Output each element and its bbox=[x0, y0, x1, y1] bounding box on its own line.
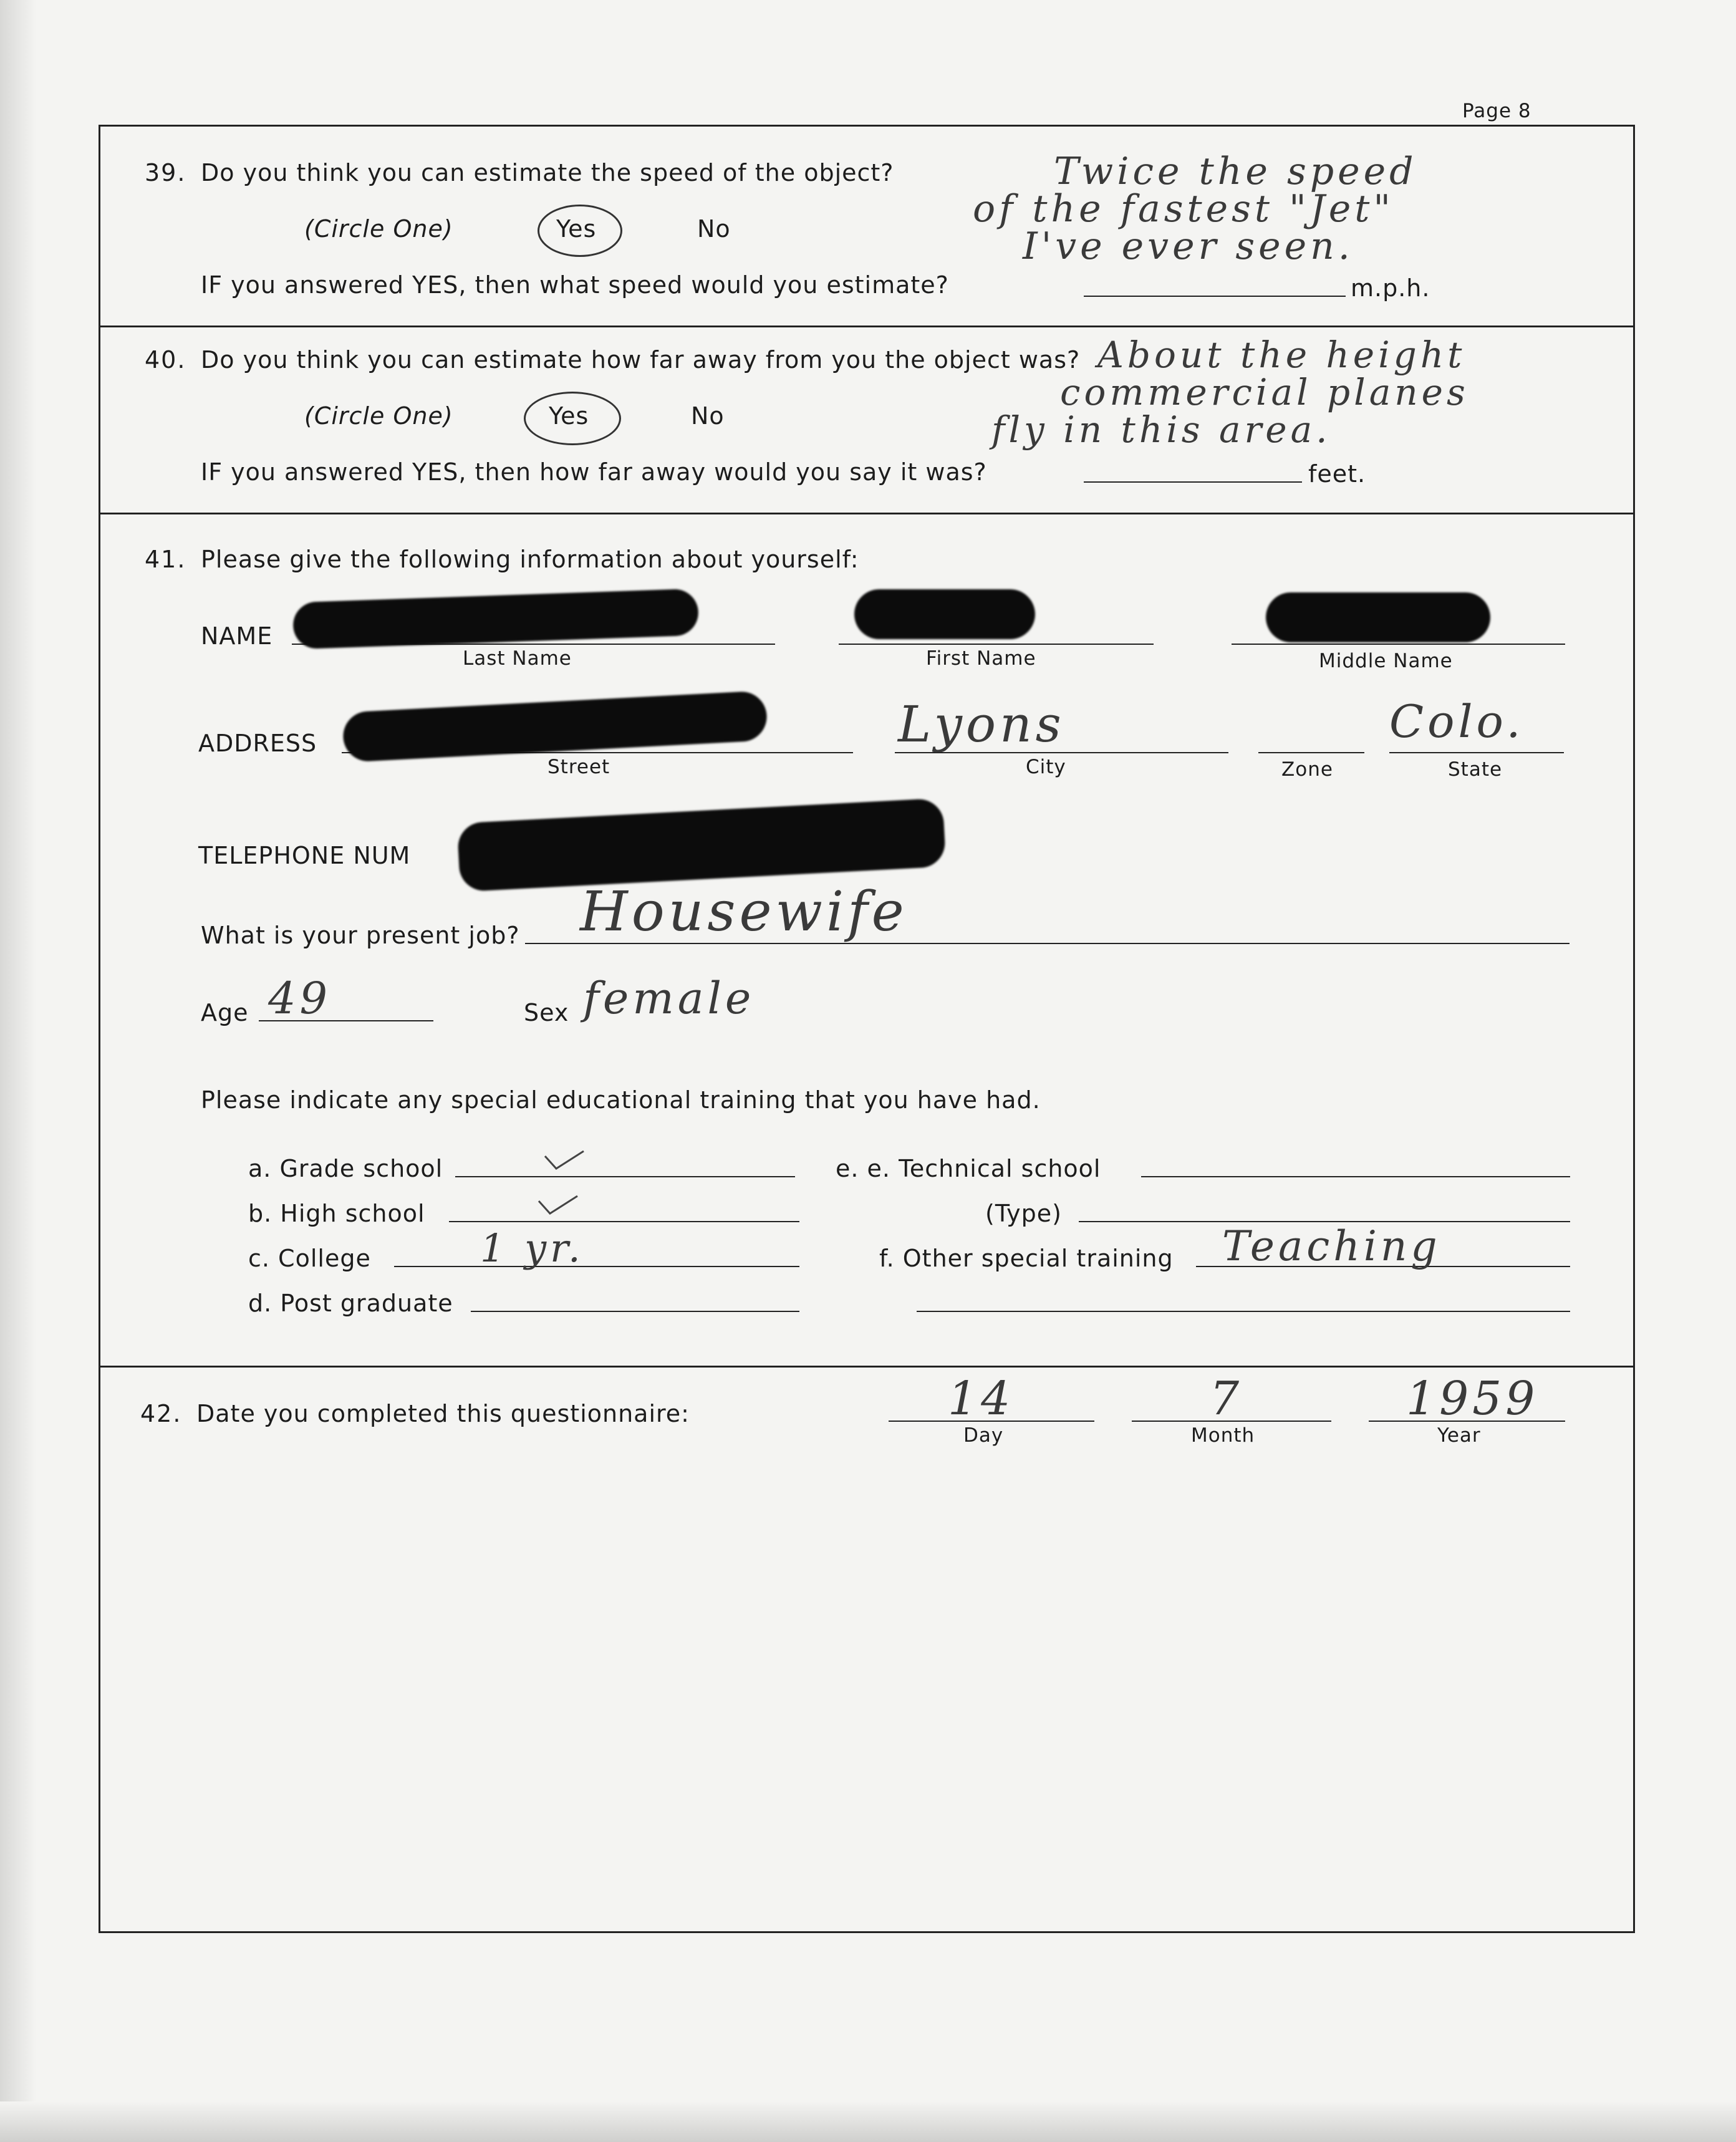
redaction-middle-name bbox=[1266, 592, 1490, 642]
edu-type: (Type) bbox=[985, 1200, 1062, 1227]
other-training-line-2[interactable] bbox=[917, 1311, 1570, 1312]
sex-value: female bbox=[583, 973, 755, 1024]
q39-no-option[interactable]: No bbox=[697, 215, 731, 243]
q40-distance-line[interactable] bbox=[1084, 481, 1302, 483]
q39-unit: m.p.h. bbox=[1351, 274, 1430, 302]
divider-39-40 bbox=[99, 326, 1635, 327]
q40-number: 40. bbox=[145, 346, 186, 374]
divider-40-41 bbox=[99, 513, 1635, 514]
q40-unit: feet. bbox=[1308, 460, 1366, 488]
sex-label: Sex bbox=[524, 999, 569, 1026]
last-name-caption: Last Name bbox=[463, 647, 572, 670]
q39-yes-option[interactable]: Yes bbox=[556, 215, 597, 243]
year-caption: Year bbox=[1437, 1424, 1481, 1447]
telephone-label: TELEPHONE NUM bbox=[198, 842, 411, 869]
q40-circle-one: (Circle One) bbox=[304, 402, 453, 430]
middle-name-caption: Middle Name bbox=[1319, 650, 1453, 672]
high-school-check-icon bbox=[536, 1192, 580, 1217]
q40-answer-line1: About the height bbox=[1097, 334, 1466, 376]
page-label: Page 8 bbox=[1462, 100, 1531, 122]
address-label: ADDRESS bbox=[198, 730, 317, 757]
q40-question: Do you think you can estimate how far away from you the object was? bbox=[201, 346, 1081, 374]
zone-line[interactable] bbox=[1258, 752, 1364, 753]
edu-grade-school: a. Grade school bbox=[248, 1155, 443, 1182]
other-training-value: Teaching bbox=[1222, 1222, 1441, 1270]
q40-yes-option[interactable]: Yes bbox=[549, 402, 589, 430]
city-value: Lyons bbox=[898, 695, 1065, 753]
q42-number: 42. bbox=[140, 1400, 182, 1427]
city-caption: City bbox=[1026, 756, 1066, 778]
college-line[interactable] bbox=[394, 1266, 799, 1267]
q40-no-option[interactable]: No bbox=[691, 402, 725, 430]
q40-answer-line2: commercial planes bbox=[1060, 371, 1469, 413]
q39-answer-line3: I've ever seen. bbox=[1023, 224, 1354, 268]
college-value: 1 yr. bbox=[480, 1225, 584, 1271]
job-value: Housewife bbox=[580, 879, 908, 943]
q39-circle-one: (Circle One) bbox=[304, 215, 453, 243]
q42-question: Date you completed this questionnaire: bbox=[196, 1400, 690, 1427]
job-label: What is your present job? bbox=[201, 922, 520, 949]
high-school-line[interactable] bbox=[449, 1221, 799, 1222]
grade-school-check-icon bbox=[542, 1147, 586, 1172]
day-value: 14 bbox=[948, 1372, 1015, 1426]
age-label: Age bbox=[201, 999, 249, 1026]
scan-edge-left bbox=[0, 0, 36, 2142]
divider-41-42 bbox=[99, 1366, 1635, 1368]
q40-answer-line3: fly in this area. bbox=[991, 408, 1331, 451]
edu-high-school: b. High school bbox=[248, 1200, 425, 1227]
q39-answer-line1: Twice the speed bbox=[1054, 150, 1417, 193]
post-graduate-line[interactable] bbox=[471, 1311, 799, 1312]
q39-followup: IF you answered YES, then what speed would you estimate? bbox=[201, 271, 949, 299]
edu-college: c. College bbox=[248, 1245, 371, 1272]
state-line[interactable] bbox=[1389, 752, 1564, 753]
year-value: 1959 bbox=[1406, 1372, 1539, 1426]
edu-post-graduate: d. Post graduate bbox=[248, 1290, 453, 1317]
edu-other-training: f. Other special training bbox=[879, 1245, 1174, 1272]
q39-answer-line2: of the fastest "Jet" bbox=[973, 187, 1394, 231]
q39-speed-line[interactable] bbox=[1084, 296, 1346, 297]
month-caption: Month bbox=[1191, 1424, 1255, 1447]
month-value: 7 bbox=[1210, 1372, 1243, 1426]
education-prompt: Please indicate any special educational training that you have had. bbox=[201, 1086, 1041, 1114]
middle-name-line[interactable] bbox=[1232, 644, 1565, 645]
first-name-line[interactable] bbox=[839, 644, 1154, 645]
redaction-first-name bbox=[854, 589, 1035, 639]
street-caption: Street bbox=[547, 756, 610, 778]
q41-prompt: Please give the following information about yourself: bbox=[201, 546, 859, 573]
q40-followup: IF you answered YES, then how far away would you say it was? bbox=[201, 458, 987, 486]
technical-school-line[interactable] bbox=[1141, 1176, 1570, 1177]
age-value: 49 bbox=[268, 973, 332, 1024]
day-caption: Day bbox=[963, 1424, 1004, 1447]
state-value: Colo. bbox=[1389, 695, 1525, 748]
first-name-caption: First Name bbox=[926, 647, 1036, 670]
scan-edge-bottom bbox=[0, 2101, 1736, 2142]
name-label: NAME bbox=[201, 622, 273, 650]
zone-caption: Zone bbox=[1281, 758, 1333, 781]
edu-technical-school: e. e. Technical school bbox=[836, 1155, 1101, 1182]
q39-question: Do you think you can estimate the speed of the object? bbox=[201, 159, 894, 186]
q41-number: 41. bbox=[145, 546, 186, 573]
q39-number: 39. bbox=[145, 159, 186, 186]
state-caption: State bbox=[1448, 758, 1503, 781]
grade-school-line[interactable] bbox=[455, 1176, 795, 1177]
